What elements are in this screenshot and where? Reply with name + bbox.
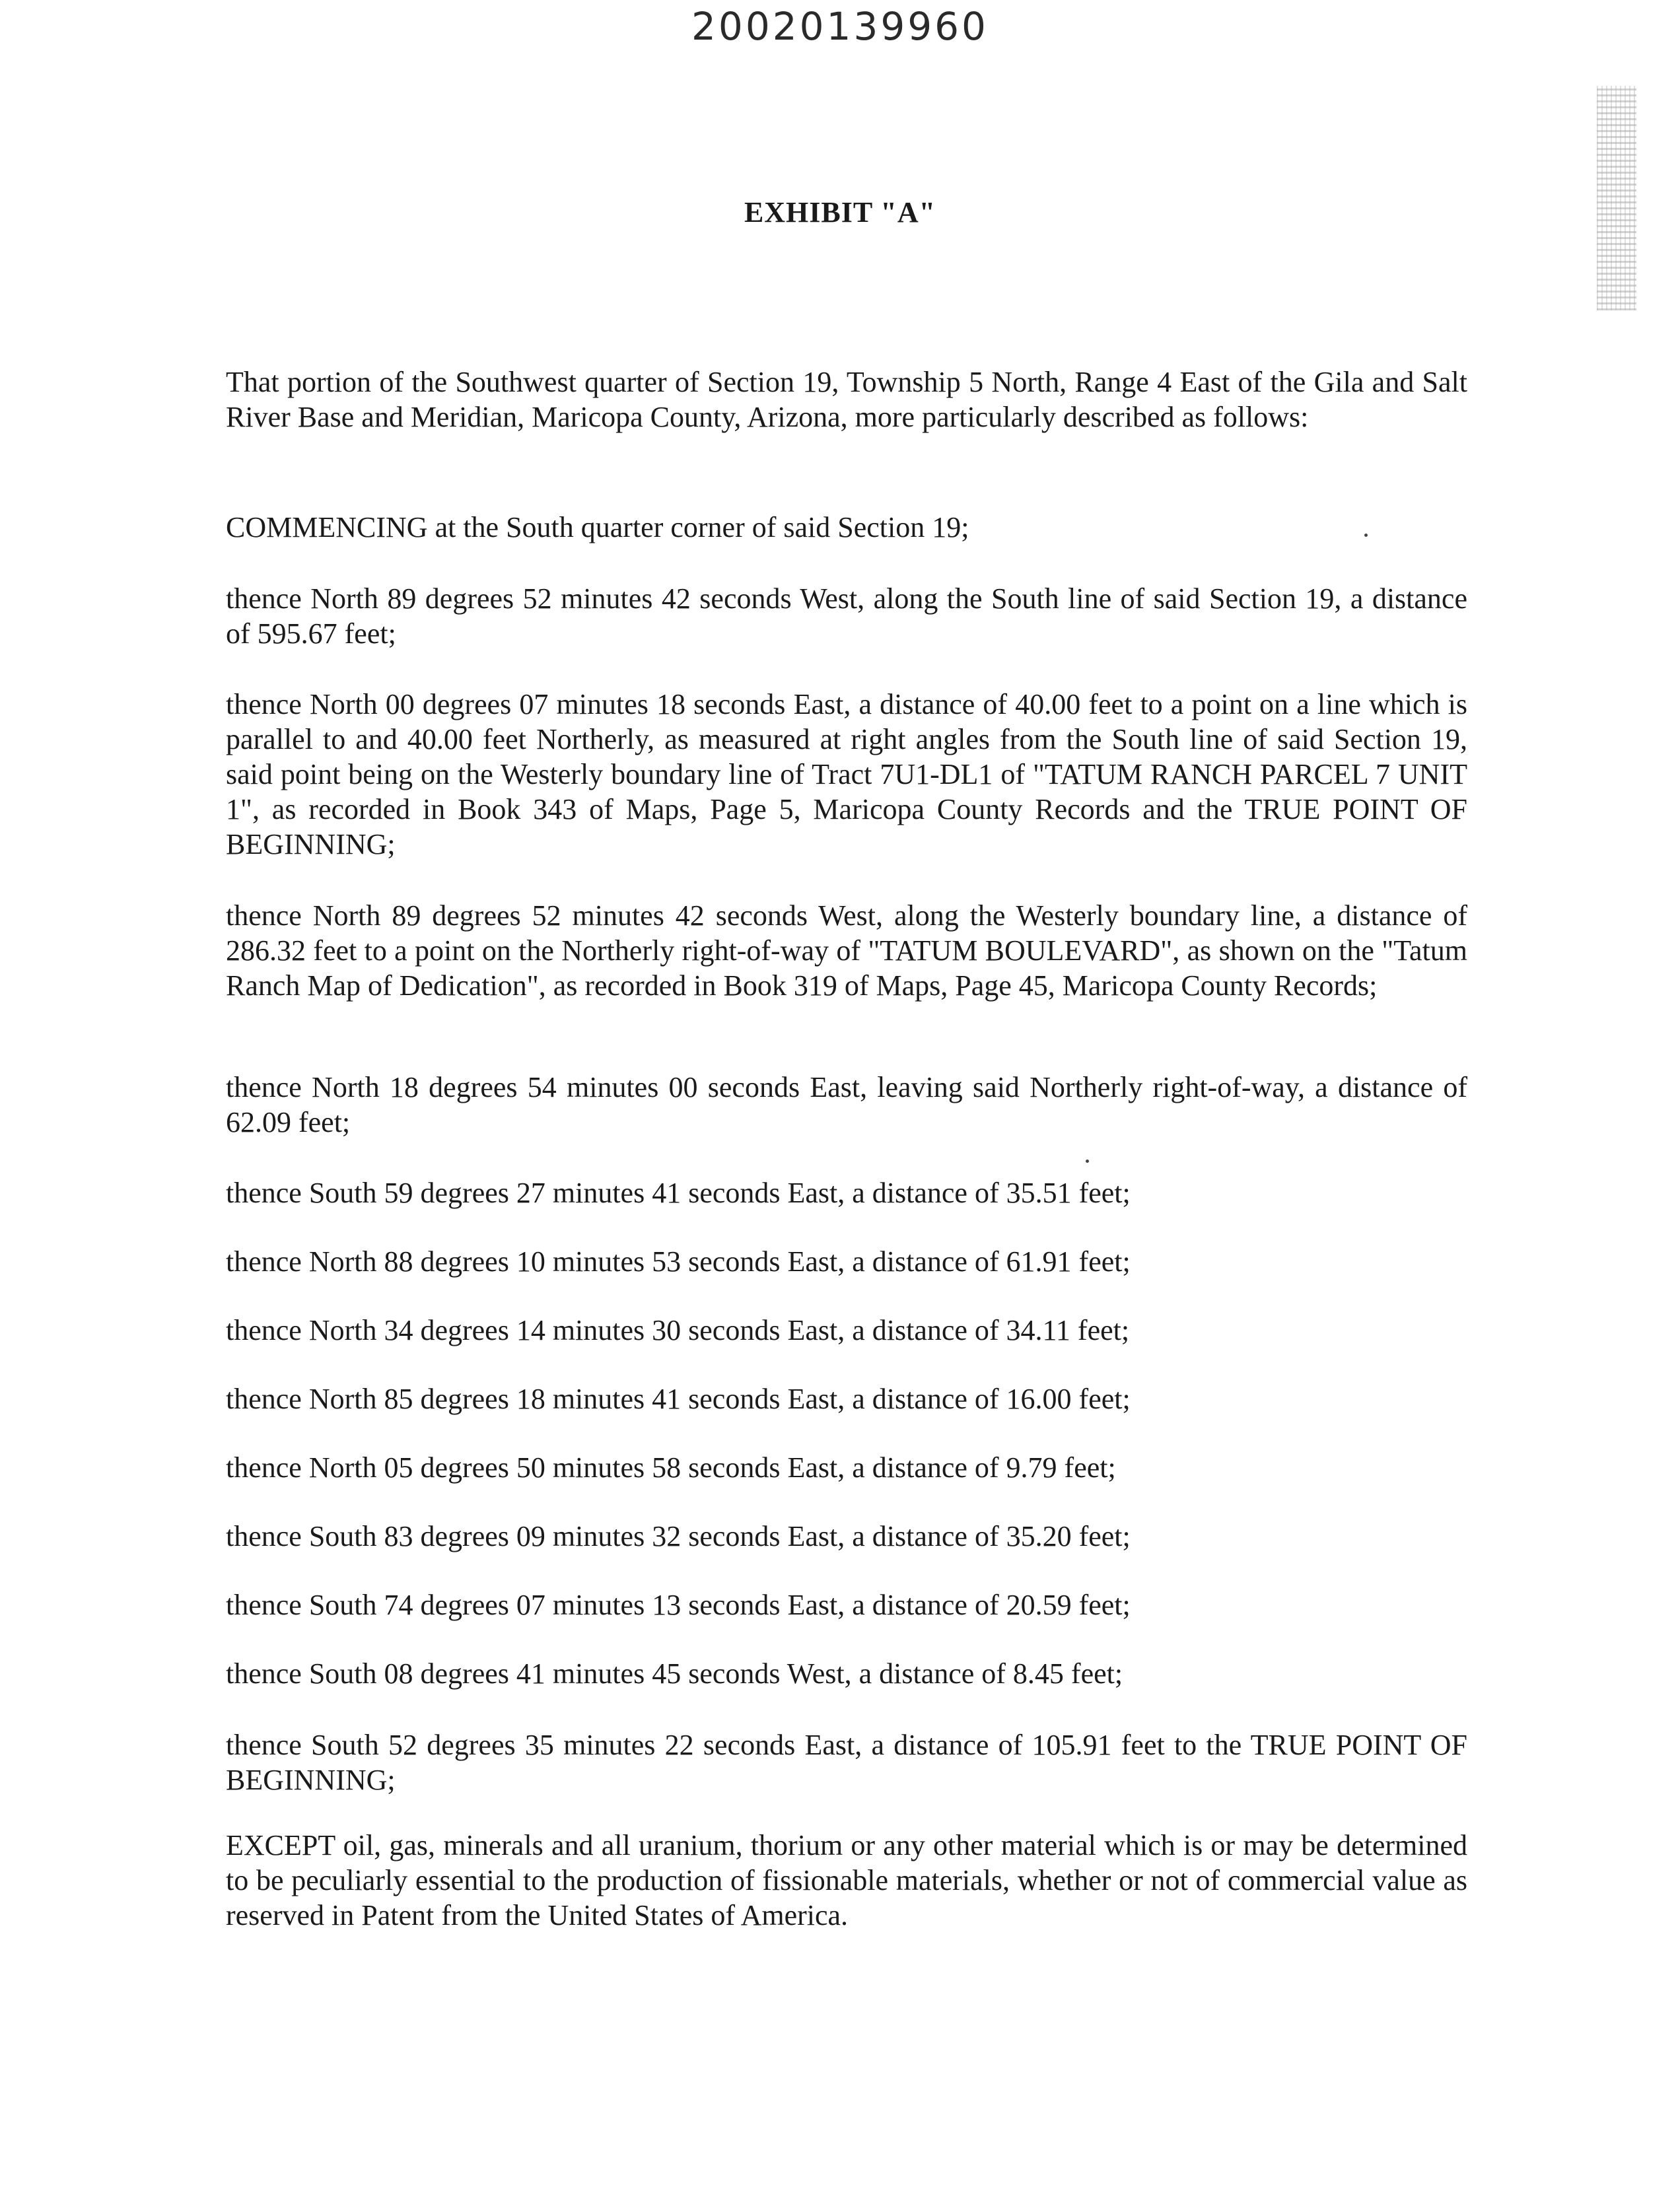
course-10: thence South 83 degrees 09 minutes 32 seconds East, a distance of 35.20 feet; xyxy=(226,1520,1131,1552)
recording-number: 20020139960 xyxy=(691,4,989,49)
course-6: thence North 88 degrees 10 minutes 53 seconds East, a distance of 61.91 feet; xyxy=(226,1245,1131,1278)
course-9: thence North 05 degrees 50 minutes 58 seconds East, a distance of 9.79 feet; xyxy=(226,1451,1116,1484)
legal-description-intro: That portion of the Southwest quarter of Section 19, Township 5 North, Range 4 East of the Gila and Salt River Base and Meridian, Maricopa County, Arizona, more particularly described as follows: xyxy=(226,366,1467,433)
commencing-clause: COMMENCING at the South quarter corner of said Section 19; xyxy=(226,511,969,543)
scan-speck xyxy=(1364,534,1368,537)
mineral-reservation-exception: EXCEPT oil, gas, minerals and all uranium, thorium or any other material which is or may be determined to be peculiarly essential to the production of fissionable materials, whether or not of commercial value as reserved in Patent from the United States of America. xyxy=(226,1829,1467,1931)
course-3: thence North 89 degrees 52 minutes 42 seconds West, along the Westerly boundary line, a distance of 286.32 feet to a point on the Northerly right-of-way of "TATUM BOULEVARD", as shown on the "Tatum Ranch Map of Dedication", as recorded in Book 319 of Maps, Page 45, Maricopa County Records; xyxy=(226,899,1467,1002)
course-12: thence South 08 degrees 41 minutes 45 seconds West, a distance of 8.45 feet; xyxy=(226,1657,1123,1690)
course-13-closing: thence South 52 degrees 35 minutes 22 seconds East, a distance of 105.91 feet to the TRUE POINT OF BEGINNING; xyxy=(226,1729,1467,1796)
course-7: thence North 34 degrees 14 minutes 30 seconds East, a distance of 34.11 feet; xyxy=(226,1314,1130,1346)
exhibit-title: EXHIBIT "A" xyxy=(744,196,936,228)
course-11: thence South 74 degrees 07 minutes 13 seconds East, a distance of 20.59 feet; xyxy=(226,1589,1131,1621)
course-4: thence North 18 degrees 54 minutes 00 seconds East, leaving said Northerly right-of-way, a distance of 62.09 feet; xyxy=(226,1071,1467,1138)
course-1: thence North 89 degrees 52 minutes 42 seconds West, along the South line of said Section 19, a distance of 595.67 feet; xyxy=(226,582,1467,650)
scan-speck xyxy=(1086,1160,1089,1163)
course-8: thence North 85 degrees 18 minutes 41 seconds East, a distance of 16.00 feet; xyxy=(226,1383,1131,1415)
course-5: thence South 59 degrees 27 minutes 41 seconds East, a distance of 35.51 feet; xyxy=(226,1177,1131,1209)
course-2: thence North 00 degrees 07 minutes 18 seconds East, a distance of 40.00 feet to a point on a line which is parallel to and 40.00 feet Northerly, as measured at right angles from the South line of said Section 19, said point being on the Westerly boundary line of Tract 7U1-DL1 of "TATUM RANCH PARCEL 7 UNIT 1", as recorded in Book 343 of Maps, Page 5, Maricopa County Records and the TRUE POINT OF BEGINNING; xyxy=(226,688,1467,860)
